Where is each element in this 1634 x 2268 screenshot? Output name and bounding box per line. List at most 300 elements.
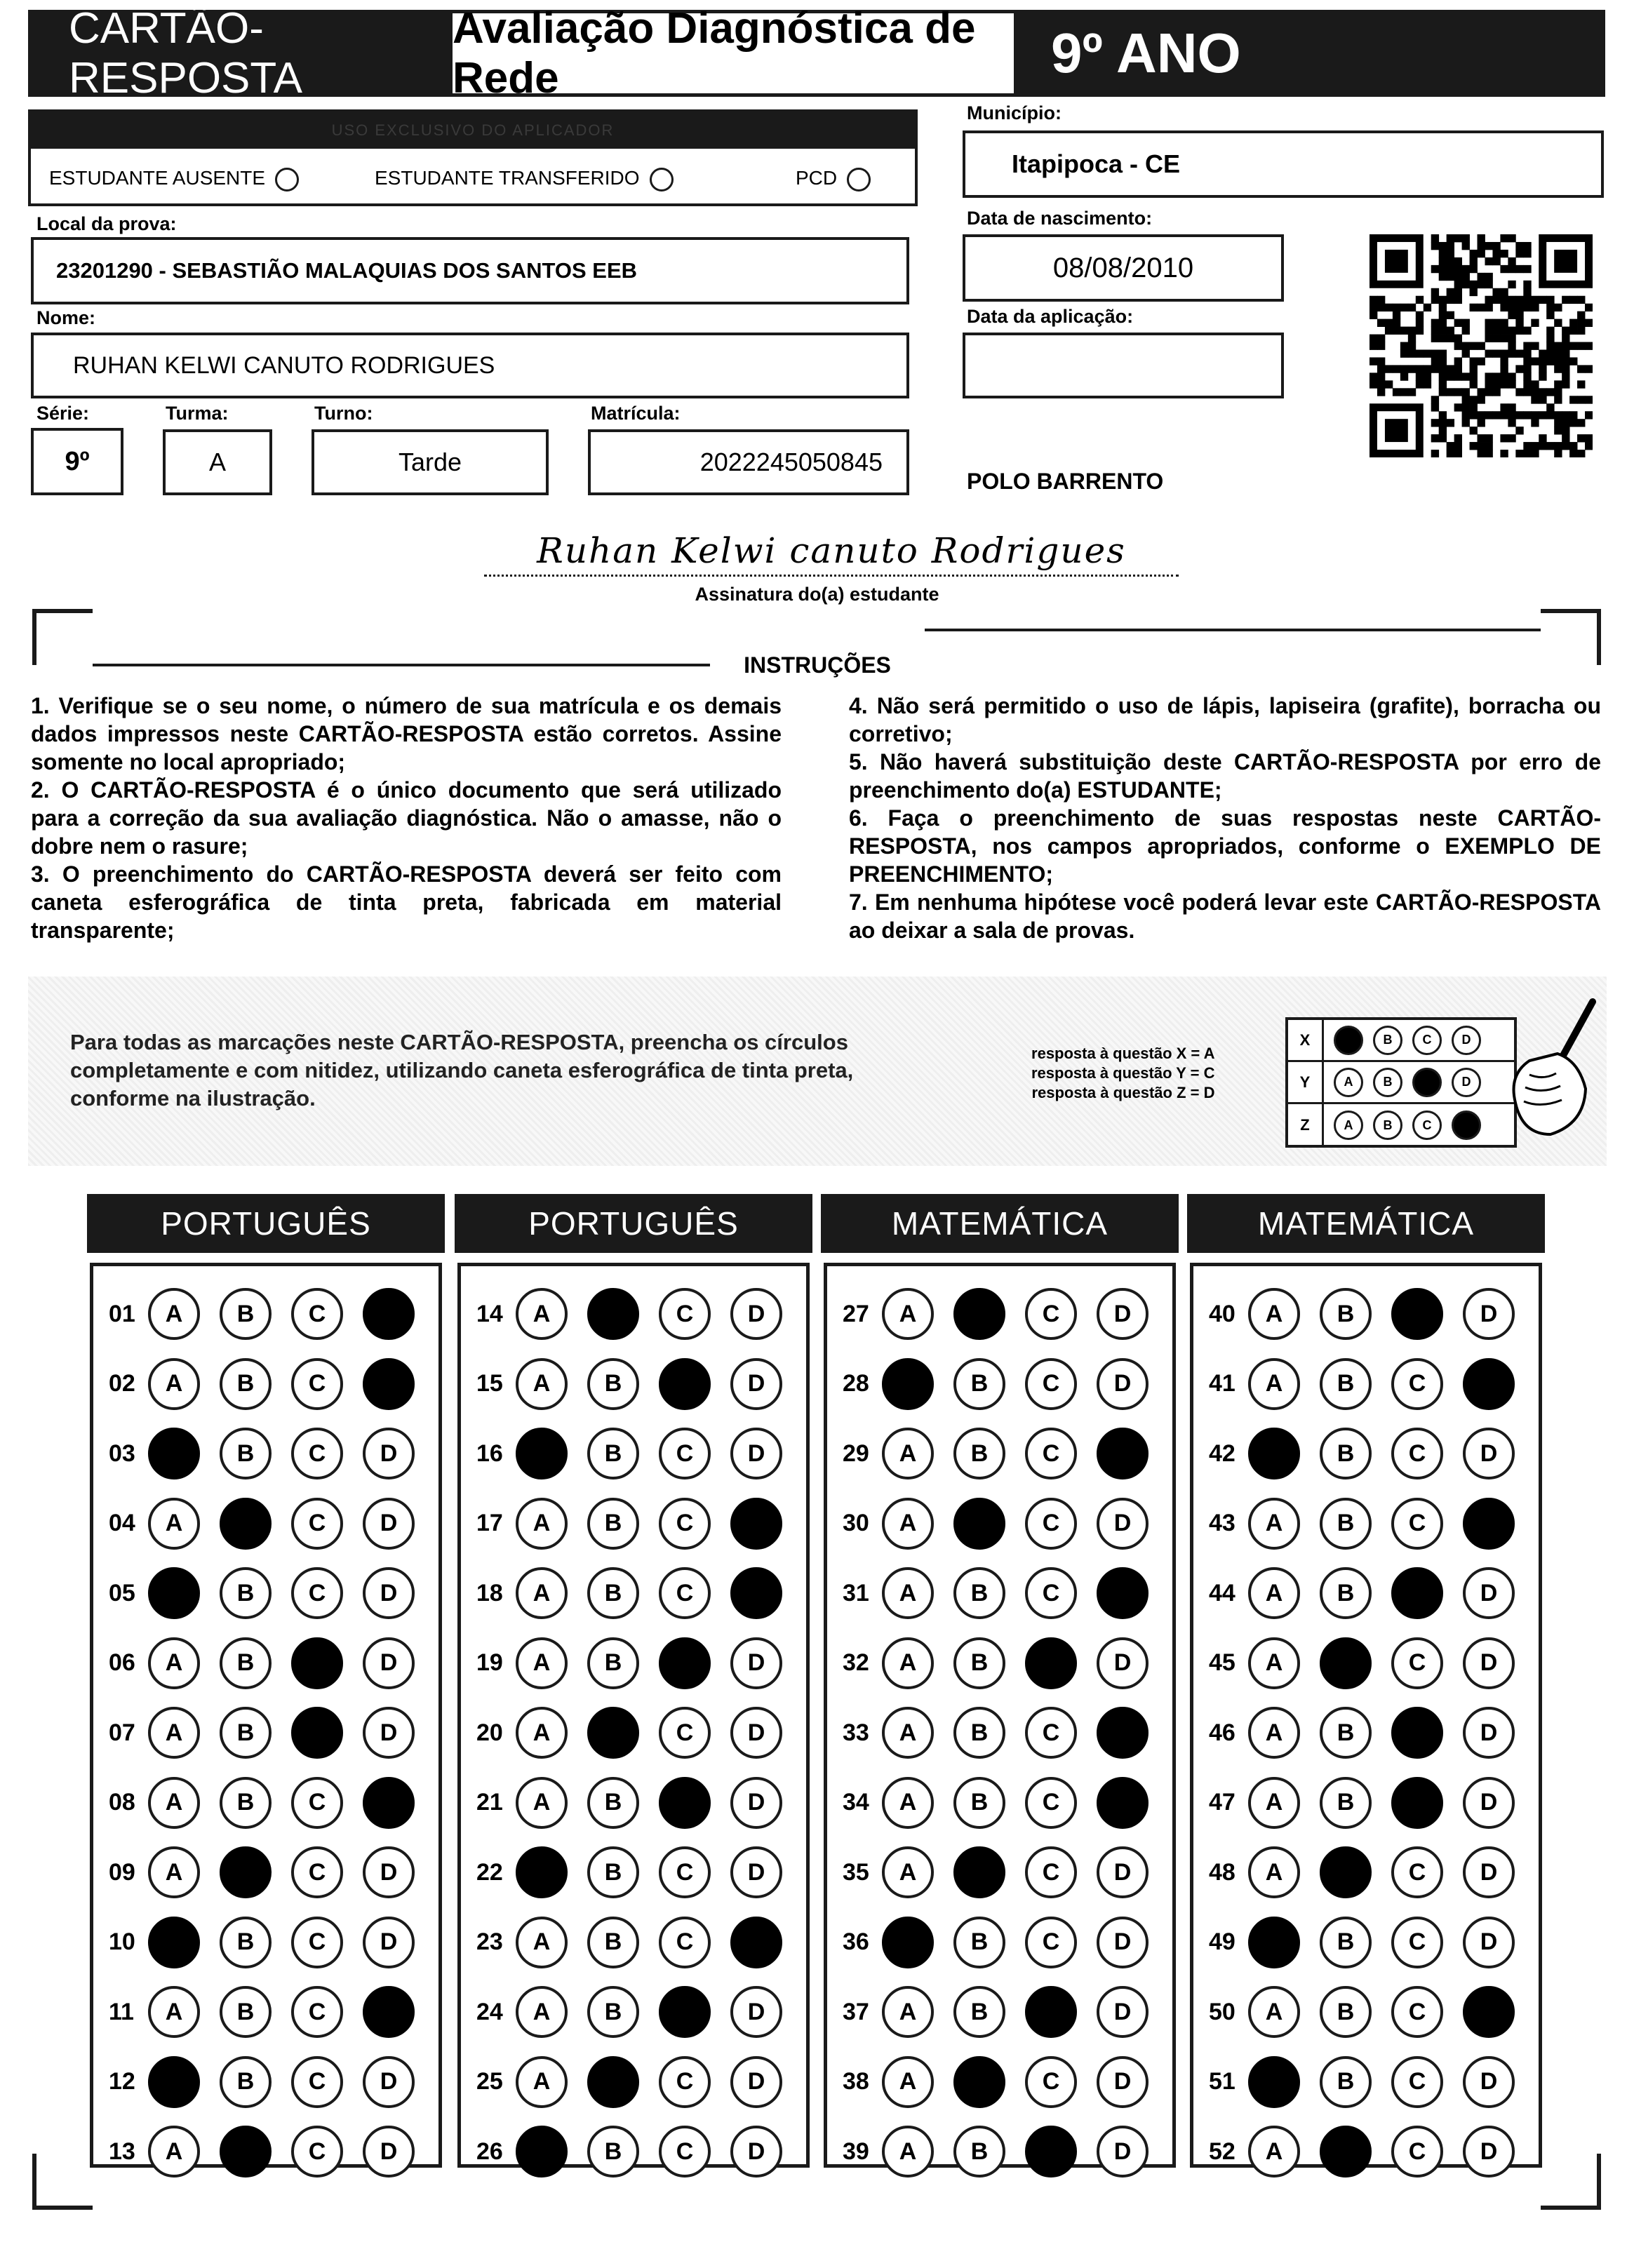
option-bubble-b[interactable]: B <box>953 1358 1005 1410</box>
option-bubble-b[interactable]: B <box>587 1637 639 1689</box>
option-bubble-b[interactable]: B <box>1320 1498 1372 1550</box>
question-number: 20 <box>476 1719 503 1746</box>
option-bubble-b[interactable]: B <box>220 1358 272 1410</box>
option-bubble-d[interactable]: D <box>1097 1637 1149 1689</box>
example-text: Para todas as marcações neste CARTÃO-RESPOSTA, preencha os círculos completamente e com nitidez, utilizando caneta esferográfica de tinta preta, conforme na ilustração. <box>70 1030 854 1110</box>
option-bubble-d[interactable]: D <box>1463 1986 1515 2038</box>
option-bubble-c[interactable]: C <box>1391 1917 1443 1968</box>
option-bubble-a[interactable]: A <box>1248 1846 1300 1898</box>
option-bubble-d[interactable]: D <box>1097 1428 1149 1479</box>
option-bubble-d[interactable]: D <box>1463 1428 1515 1479</box>
option-bubble-d[interactable]: D <box>730 2056 782 2108</box>
option-bubble-d[interactable]: D <box>1097 1986 1149 2038</box>
option-bubble-d[interactable]: D <box>363 1428 415 1479</box>
option-bubble-b[interactable]: B <box>220 1917 272 1968</box>
example-legend-line: resposta à questão X = A <box>1031 1045 1215 1062</box>
panel-title: MATEMÁTICA <box>1187 1194 1545 1253</box>
pen-hand-illustration <box>1501 998 1600 1138</box>
option-bubble-d[interactable]: D <box>730 1498 782 1550</box>
question-number: 51 <box>1209 2068 1235 2095</box>
example-bubble-a: A <box>1334 1068 1363 1097</box>
option-bubble-c[interactable]: C <box>1391 1707 1443 1759</box>
option-bubble-c[interactable]: C <box>291 1498 343 1550</box>
option-bubble-c[interactable]: C <box>659 1567 711 1619</box>
name-label: Nome: <box>36 307 96 328</box>
question-row <box>1209 2053 1534 2112</box>
option-bubble-a[interactable]: A <box>516 1917 568 1968</box>
question-row <box>476 1773 802 1832</box>
option-bubble-a[interactable]: A <box>516 2056 568 2108</box>
option-bubble-a[interactable]: A <box>1248 2126 1300 2178</box>
question-number: 39 <box>843 2138 869 2165</box>
option-bubble-d[interactable]: D <box>730 1777 782 1829</box>
option-bubble-d[interactable]: D <box>730 1567 782 1619</box>
instruction-item: 5. Não haverá substituição deste CARTÃO-RESPOSTA por erro de preenchimento do(a) ESTUDANTE; <box>849 749 1601 803</box>
option-bubble-c[interactable]: C <box>1391 1288 1443 1340</box>
frame-corner-top-right <box>1541 609 1601 665</box>
option-bubble-d[interactable]: D <box>363 1986 415 2038</box>
question-number: 22 <box>476 1858 503 1886</box>
option-bubble-c[interactable]: C <box>659 1846 711 1898</box>
instruction-item: 1. Verifique se o seu nome, o número de sua matrícula e os demais dados impressos neste CARTÃO-RESPOSTA estão corretos. Assine somente no local apropriado; <box>31 693 782 774</box>
option-bubble-b[interactable]: B <box>953 1777 1005 1829</box>
panel-title: PORTUGUÊS <box>455 1194 812 1253</box>
aplicacao-field <box>963 333 1284 398</box>
option-bubble-c[interactable]: C <box>1025 1358 1077 1410</box>
question-number: 18 <box>476 1579 503 1606</box>
option-bubble-b[interactable]: B <box>1320 1428 1372 1479</box>
instruction-item: 7. Em nenhuma hipótese você poderá levar este CARTÃO-RESPOSTA ao deixar a sala de provas. <box>849 890 1601 943</box>
question-number: 10 <box>109 1928 135 1955</box>
option-bubble-b[interactable]: B <box>220 2126 272 2178</box>
option-bubble-d[interactable]: D <box>730 1846 782 1898</box>
option-bubble-a[interactable]: A <box>1248 1637 1300 1689</box>
option-bubble-b[interactable]: B <box>587 1917 639 1968</box>
question-row <box>843 1424 1168 1483</box>
option-bubble-d[interactable]: D <box>1097 1498 1149 1550</box>
example-legend-line: resposta à questão Z = D <box>1031 1084 1215 1101</box>
option-bubble-b[interactable]: B <box>587 1986 639 2038</box>
option-bubble-d[interactable]: D <box>1097 1846 1149 1898</box>
option-bubble-a[interactable]: A <box>882 1637 934 1689</box>
question-row <box>1209 1843 1534 1902</box>
option-bubble-a[interactable]: A <box>1248 1567 1300 1619</box>
option-bubble-d[interactable]: D <box>1097 1917 1149 1968</box>
option-bubble-b[interactable]: B <box>953 2056 1005 2108</box>
option-bubble-d[interactable]: D <box>1463 2126 1515 2178</box>
question-row <box>109 1703 434 1762</box>
question-row <box>1209 1913 1534 1972</box>
question-row <box>109 1355 434 1414</box>
option-bubble-b[interactable]: B <box>587 1846 639 1898</box>
option-bubble-c[interactable]: C <box>291 1567 343 1619</box>
transferred-radio[interactable] <box>650 168 674 192</box>
option-bubble-c[interactable]: C <box>659 1637 711 1689</box>
option-bubble-c[interactable]: C <box>1025 1498 1077 1550</box>
absent-label: ESTUDANTE AUSENTE <box>49 167 266 189</box>
option-bubble-a[interactable]: A <box>516 1986 568 2038</box>
option-bubble-b[interactable]: B <box>587 1567 639 1619</box>
option-bubble-c[interactable]: C <box>1025 2126 1077 2178</box>
question-row <box>476 1564 802 1623</box>
option-bubble-c[interactable]: C <box>659 1498 711 1550</box>
option-bubble-a[interactable]: A <box>148 1986 200 2038</box>
option-bubble-a[interactable]: A <box>882 1707 934 1759</box>
option-bubble-d[interactable]: D <box>1097 2126 1149 2178</box>
option-bubble-c[interactable]: C <box>1391 1358 1443 1410</box>
option-bubble-b[interactable]: B <box>953 1917 1005 1968</box>
option-bubble-d[interactable]: D <box>363 1288 415 1340</box>
option-bubble-d[interactable]: D <box>1463 1358 1515 1410</box>
option-bubble-c[interactable]: C <box>659 1707 711 1759</box>
matricula-label: Matrícula: <box>591 403 681 424</box>
option-bubble-d[interactable]: D <box>730 1288 782 1340</box>
option-bubble-a[interactable]: A <box>882 1917 934 1968</box>
option-bubble-c[interactable]: C <box>1391 1846 1443 1898</box>
option-bubble-a[interactable]: A <box>148 1777 200 1829</box>
option-bubble-b[interactable]: B <box>1320 1707 1372 1759</box>
turno-label: Turno: <box>314 403 373 424</box>
option-bubble-d[interactable]: D <box>1463 1567 1515 1619</box>
option-bubble-c[interactable]: C <box>1025 1428 1077 1479</box>
question-row <box>843 1913 1168 1972</box>
option-bubble-b[interactable]: B <box>1320 2126 1372 2178</box>
option-bubble-a[interactable]: A <box>516 1637 568 1689</box>
option-bubble-b[interactable]: B <box>953 1846 1005 1898</box>
option-bubble-b[interactable]: B <box>220 1986 272 2038</box>
option-bubble-b[interactable]: B <box>1320 1846 1372 1898</box>
example-bubble-c: C <box>1412 1026 1442 1055</box>
option-bubble-c[interactable]: C <box>1025 1777 1077 1829</box>
option-bubble-c[interactable]: C <box>1025 1288 1077 1340</box>
question-number: 46 <box>1209 1719 1235 1746</box>
question-number: 12 <box>109 2068 135 2095</box>
option-bubble-c[interactable]: C <box>291 1288 343 1340</box>
option-bubble-d[interactable]: D <box>363 1917 415 1968</box>
applicator-box <box>28 109 918 206</box>
question-row <box>1209 1634 1534 1693</box>
option-bubble-c[interactable]: C <box>291 1777 343 1829</box>
example-bubble-c: C <box>1412 1110 1442 1140</box>
option-bubble-a[interactable]: A <box>882 1777 934 1829</box>
absent-radio[interactable] <box>275 168 299 192</box>
option-bubble-a[interactable]: A <box>1248 1498 1300 1550</box>
option-bubble-c[interactable]: C <box>1391 1428 1443 1479</box>
option-bubble-b[interactable]: B <box>587 1707 639 1759</box>
option-bubble-b[interactable]: B <box>953 1986 1005 2038</box>
option-bubble-d[interactable]: D <box>363 1637 415 1689</box>
option-bubble-d[interactable]: D <box>1463 1846 1515 1898</box>
question-row <box>476 2053 802 2112</box>
instruction-item: 6. Faça o preenchimento de suas respostas neste CARTÃO-RESPOSTA, nos campos apropriados, conforme o EXEMPLO DE PREENCHIMENTO; <box>849 805 1601 887</box>
example-bubble-b: B <box>1373 1068 1402 1097</box>
option-bubble-c[interactable]: C <box>1025 1846 1077 1898</box>
option-bubble-a[interactable]: A <box>516 1428 568 1479</box>
example-question-label: Z <box>1288 1104 1324 1146</box>
option-bubble-d[interactable]: D <box>730 1917 782 1968</box>
option-bubble-a[interactable]: A <box>882 1846 934 1898</box>
absent-option[interactable] <box>49 167 299 192</box>
question-row <box>843 1494 1168 1553</box>
local-label: Local da prova: <box>36 213 177 234</box>
pcd-option[interactable] <box>796 167 871 192</box>
option-bubble-d[interactable]: D <box>1463 1288 1515 1340</box>
option-bubble-b[interactable]: B <box>953 1498 1005 1550</box>
option-bubble-d[interactable]: D <box>1097 1358 1149 1410</box>
option-bubble-b[interactable]: B <box>220 2056 272 2108</box>
question-number: 42 <box>1209 1440 1235 1467</box>
option-bubble-d[interactable]: D <box>1463 2056 1515 2108</box>
option-bubble-c[interactable]: C <box>659 2056 711 2108</box>
option-bubble-b[interactable]: B <box>587 2056 639 2108</box>
option-bubble-b[interactable]: B <box>953 1288 1005 1340</box>
option-bubble-a[interactable]: A <box>1248 1358 1300 1410</box>
option-bubble-b[interactable]: B <box>1320 1986 1372 2038</box>
question-row <box>843 2122 1168 2181</box>
option-bubble-a[interactable]: A <box>148 1637 200 1689</box>
question-number: 02 <box>109 1370 135 1397</box>
option-bubble-b[interactable]: B <box>220 1846 272 1898</box>
option-bubble-c[interactable]: C <box>1391 1777 1443 1829</box>
question-number: 44 <box>1209 1579 1235 1606</box>
answer-panel <box>1190 1263 1542 2168</box>
option-bubble-a[interactable]: A <box>1248 1986 1300 2038</box>
applicator-heading: USO EXCLUSIVO DO APLICADOR <box>31 112 915 149</box>
option-bubble-a[interactable]: A <box>516 1707 568 1759</box>
option-bubble-d[interactable]: D <box>730 2126 782 2178</box>
option-bubble-b[interactable]: B <box>953 2126 1005 2178</box>
option-bubble-c[interactable]: C <box>291 1358 343 1410</box>
aplicacao-label: Data da aplicação: <box>967 306 1134 327</box>
option-bubble-c[interactable]: C <box>291 1986 343 2038</box>
option-bubble-c[interactable]: C <box>291 1637 343 1689</box>
instructions-rule-right <box>925 629 1541 631</box>
option-bubble-c[interactable]: C <box>291 1707 343 1759</box>
option-bubble-d[interactable]: D <box>363 1358 415 1410</box>
option-bubble-a[interactable]: A <box>1248 1428 1300 1479</box>
option-bubble-d[interactable]: D <box>730 1637 782 1689</box>
name-field: RUHAN KELWI CANUTO RODRIGUES <box>31 333 909 398</box>
option-bubble-a[interactable]: A <box>882 1428 934 1479</box>
question-number: 06 <box>109 1649 135 1676</box>
option-bubble-a[interactable]: A <box>148 1567 200 1619</box>
option-bubble-d[interactable]: D <box>1097 1288 1149 1340</box>
option-bubble-c[interactable]: C <box>291 1917 343 1968</box>
option-bubble-b[interactable]: B <box>587 1498 639 1550</box>
question-number: 47 <box>1209 1789 1235 1816</box>
option-bubble-a[interactable]: A <box>516 1358 568 1410</box>
option-bubble-a[interactable]: A <box>882 2056 934 2108</box>
option-bubble-b[interactable]: B <box>1320 1358 1372 1410</box>
option-bubble-b[interactable]: B <box>1320 1567 1372 1619</box>
option-bubble-c[interactable]: C <box>659 1358 711 1410</box>
option-bubble-c[interactable]: C <box>1391 1567 1443 1619</box>
option-bubble-a[interactable]: A <box>882 1567 934 1619</box>
question-number: 48 <box>1209 1858 1235 1886</box>
question-number: 45 <box>1209 1649 1235 1676</box>
question-row <box>109 2122 434 2181</box>
question-row <box>843 2053 1168 2112</box>
local-field: 23201290 - SEBASTIÃO MALAQUIAS DOS SANTOS EEB <box>31 237 909 304</box>
option-bubble-a[interactable]: A <box>148 1358 200 1410</box>
option-bubble-a[interactable]: A <box>882 1358 934 1410</box>
option-bubble-a[interactable]: A <box>148 1428 200 1479</box>
question-row <box>476 1494 802 1553</box>
option-bubble-d[interactable]: D <box>363 2126 415 2178</box>
question-number: 28 <box>843 1370 869 1397</box>
option-bubble-c[interactable]: C <box>1025 1567 1077 1619</box>
option-bubble-d[interactable]: D <box>1097 1707 1149 1759</box>
option-bubble-a[interactable]: A <box>882 1288 934 1340</box>
question-row <box>109 1494 434 1553</box>
option-bubble-b[interactable]: B <box>220 1288 272 1340</box>
example-bubble-a: A <box>1334 1110 1363 1140</box>
signature <box>484 528 1179 577</box>
option-bubble-d[interactable]: D <box>1097 2056 1149 2108</box>
option-bubble-c[interactable]: C <box>1391 2056 1443 2108</box>
option-bubble-b[interactable]: B <box>953 1637 1005 1689</box>
option-bubble-d[interactable]: D <box>1097 1567 1149 1619</box>
option-bubble-d[interactable]: D <box>730 1428 782 1479</box>
option-bubble-c[interactable]: C <box>659 1288 711 1340</box>
question-row <box>109 2053 434 2112</box>
question-number: 05 <box>109 1579 135 1606</box>
option-bubble-d[interactable]: D <box>730 1986 782 2038</box>
option-bubble-a[interactable]: A <box>148 2056 200 2108</box>
option-bubble-d[interactable]: D <box>1463 1637 1515 1689</box>
option-bubble-a[interactable]: A <box>148 1917 200 1968</box>
option-bubble-c[interactable]: C <box>659 1428 711 1479</box>
option-bubble-b[interactable]: B <box>953 1707 1005 1759</box>
serie-label: Série: <box>36 403 90 424</box>
option-bubble-a[interactable]: A <box>1248 1917 1300 1968</box>
option-bubble-c[interactable]: C <box>291 1428 343 1479</box>
option-bubble-a[interactable]: A <box>516 1846 568 1898</box>
option-bubble-b[interactable]: B <box>220 1567 272 1619</box>
question-row <box>476 1634 802 1693</box>
option-bubble-c[interactable]: C <box>291 2056 343 2108</box>
question-number: 09 <box>109 1858 135 1886</box>
option-bubble-b[interactable]: B <box>587 2126 639 2178</box>
option-bubble-d[interactable]: D <box>363 1707 415 1759</box>
option-bubble-d[interactable]: D <box>1463 1707 1515 1759</box>
option-bubble-a[interactable]: A <box>1248 2056 1300 2108</box>
option-bubble-c[interactable]: C <box>1025 1986 1077 2038</box>
option-bubble-b[interactable]: B <box>1320 1777 1372 1829</box>
option-bubble-a[interactable]: A <box>882 1986 934 2038</box>
option-bubble-a[interactable]: A <box>148 1288 200 1340</box>
grade-title: 9º ANO <box>1017 10 1605 97</box>
option-bubble-d[interactable]: D <box>730 1358 782 1410</box>
option-bubble-a[interactable]: A <box>516 1498 568 1550</box>
option-bubble-b[interactable]: B <box>220 1428 272 1479</box>
pcd-radio[interactable] <box>847 168 871 192</box>
example-legend-line: resposta à questão Y = C <box>1031 1064 1215 1082</box>
option-bubble-b[interactable]: B <box>587 1358 639 1410</box>
option-bubble-c[interactable]: C <box>291 1846 343 1898</box>
option-bubble-b[interactable]: B <box>220 1777 272 1829</box>
option-bubble-d[interactable]: D <box>1463 1917 1515 1968</box>
option-bubble-d[interactable]: D <box>1463 1498 1515 1550</box>
option-bubble-b[interactable]: B <box>953 1428 1005 1479</box>
option-bubble-d[interactable]: D <box>363 1498 415 1550</box>
option-bubble-a[interactable]: A <box>148 1707 200 1759</box>
option-bubble-d[interactable]: D <box>730 1707 782 1759</box>
option-bubble-d[interactable]: D <box>1463 1777 1515 1829</box>
instruction-item: 2. O CARTÃO-RESPOSTA é o único documento que será utilizado para a correção da sua avaliação diagnóstica. Não o amasse, não o dobre nem o rasure; <box>31 777 782 859</box>
question-row <box>109 1982 434 2041</box>
question-row <box>109 1913 434 1972</box>
option-bubble-b[interactable]: B <box>1320 1288 1372 1340</box>
option-bubble-c[interactable]: C <box>291 2126 343 2178</box>
option-bubble-d[interactable]: D <box>363 1846 415 1898</box>
example-legend <box>1031 1044 1214 1103</box>
option-bubble-c[interactable]: C <box>1391 1637 1443 1689</box>
option-bubble-c[interactable]: C <box>1391 1986 1443 2038</box>
turma-label: Turma: <box>166 403 229 424</box>
option-bubble-c[interactable]: C <box>1025 2056 1077 2108</box>
question-number: 36 <box>843 1928 869 1955</box>
option-bubble-a[interactable]: A <box>882 1498 934 1550</box>
example-question-label: Y <box>1288 1062 1324 1102</box>
option-bubble-a[interactable]: A <box>148 2126 200 2178</box>
option-bubble-b[interactable]: B <box>1320 1637 1372 1689</box>
option-bubble-b[interactable]: B <box>953 1567 1005 1619</box>
option-bubble-b[interactable]: B <box>220 1637 272 1689</box>
signature-caption: Assinatura do(a) estudante <box>695 584 939 605</box>
option-bubble-c[interactable]: C <box>659 1777 711 1829</box>
option-bubble-b[interactable]: B <box>220 1498 272 1550</box>
transferred-option[interactable] <box>375 167 674 192</box>
option-bubble-b[interactable]: B <box>587 1777 639 1829</box>
example-question-label: X <box>1288 1020 1324 1060</box>
option-bubble-c[interactable]: C <box>1025 1637 1077 1689</box>
instructions-title: INSTRUÇÕES <box>744 652 891 678</box>
option-bubble-d[interactable]: D <box>363 2056 415 2108</box>
option-bubble-c[interactable]: C <box>1025 1707 1077 1759</box>
option-bubble-c[interactable]: C <box>1391 2126 1443 2178</box>
option-bubble-a[interactable]: A <box>516 1777 568 1829</box>
option-bubble-a[interactable]: A <box>148 1498 200 1550</box>
serie-field: 9º <box>31 428 123 495</box>
option-bubble-b[interactable]: B <box>220 1707 272 1759</box>
question-row <box>1209 1494 1534 1553</box>
option-bubble-c[interactable]: C <box>659 2126 711 2178</box>
option-bubble-a[interactable]: A <box>1248 1777 1300 1829</box>
option-bubble-a[interactable]: A <box>1248 1707 1300 1759</box>
question-row <box>476 1982 802 2041</box>
question-number: 21 <box>476 1789 503 1816</box>
option-bubble-d[interactable]: D <box>1097 1777 1149 1829</box>
option-bubble-d[interactable]: D <box>363 1777 415 1829</box>
option-bubble-d[interactable]: D <box>363 1567 415 1619</box>
option-bubble-a[interactable]: A <box>148 1846 200 1898</box>
option-bubble-b[interactable]: B <box>1320 2056 1372 2108</box>
option-bubble-a[interactable]: A <box>516 1567 568 1619</box>
option-bubble-c[interactable]: C <box>659 1917 711 1968</box>
option-bubble-a[interactable]: A <box>1248 1288 1300 1340</box>
option-bubble-a[interactable]: A <box>516 1288 568 1340</box>
option-bubble-b[interactable]: B <box>587 1288 639 1340</box>
question-row <box>109 1843 434 1902</box>
option-bubble-a[interactable]: A <box>516 2126 568 2178</box>
option-bubble-c[interactable]: C <box>659 1986 711 2038</box>
option-bubble-c[interactable]: C <box>1025 1917 1077 1968</box>
option-bubble-b[interactable]: B <box>587 1428 639 1479</box>
option-bubble-c[interactable]: C <box>1391 1498 1443 1550</box>
option-bubble-b[interactable]: B <box>1320 1917 1372 1968</box>
option-bubble-a[interactable]: A <box>882 2126 934 2178</box>
